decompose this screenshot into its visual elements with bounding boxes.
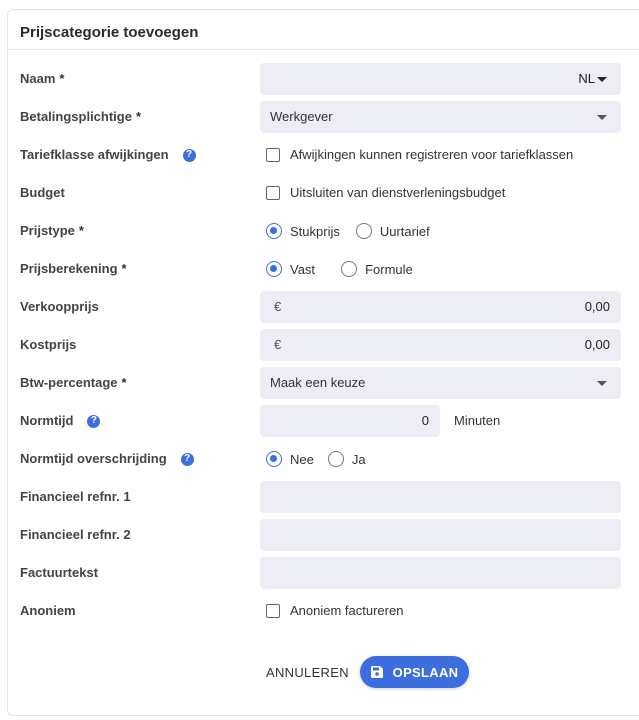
normtijd-label: Normtijd (20, 413, 74, 428)
tariefklasse-label: Tariefklasse afwijkingen (20, 147, 169, 162)
required-mark: * (78, 223, 84, 238)
row-overschrijding (8, 443, 639, 475)
btw-label: Btw-percentage (20, 375, 118, 390)
row-tariefklasse (8, 139, 639, 171)
radio-button-selected[interactable] (266, 451, 282, 467)
radio-vast[interactable] (266, 261, 315, 277)
betalingsplichtige-value: Werkgever (270, 109, 333, 124)
euro-icon: € (274, 337, 282, 352)
radio-button-selected[interactable] (266, 223, 282, 239)
anoniem-label: Anoniem (20, 603, 76, 618)
anoniem-checkbox-label[interactable]: Anoniem factureren (290, 603, 404, 618)
page-title: Prijscategorie toevoegen (8, 10, 639, 50)
row-prijstype (8, 215, 639, 247)
floppy-disk-icon (371, 666, 383, 678)
help-icon[interactable]: ? (183, 149, 196, 162)
prijstype-label: Prijstype (20, 223, 75, 238)
kostprijs-label: Kostprijs (20, 337, 77, 352)
factuurtekst-input[interactable] (260, 557, 621, 589)
prijsberekening-label: Prijsberekening (20, 261, 118, 276)
budget-checkbox-group[interactable] (266, 185, 505, 200)
row-refnr2 (8, 519, 639, 551)
budget-checkbox[interactable] (266, 186, 280, 200)
required-mark: * (59, 71, 65, 86)
row-normtijd (8, 405, 639, 437)
kostprijs-input[interactable] (260, 329, 621, 361)
verkoopprijs-label: Verkoopprijs (20, 299, 99, 314)
row-verkoopprijs (8, 291, 639, 323)
normtijd-unit: Minuten (454, 413, 501, 428)
required-mark: * (121, 261, 127, 276)
radio-label[interactable]: Stukprijs (290, 223, 340, 239)
cancel-button[interactable]: ANNULEREN (266, 665, 349, 680)
normtijd-value: 0 (421, 413, 429, 428)
kostprijs-value: 0,00 (584, 337, 610, 352)
radio-uurtarief[interactable] (356, 223, 430, 239)
row-anoniem (8, 595, 639, 627)
betalingsplichtige-select[interactable] (260, 101, 621, 133)
row-naam (8, 63, 639, 95)
radio-button-selected[interactable] (266, 261, 282, 277)
anoniem-checkbox[interactable] (266, 604, 280, 618)
radio-button[interactable] (328, 451, 344, 467)
required-mark: * (135, 109, 142, 124)
radio-button[interactable] (341, 261, 357, 277)
chevron-down-icon (597, 381, 607, 386)
overschrijding-radio-group (266, 451, 382, 467)
radio-stukprijs[interactable] (266, 223, 340, 239)
euro-icon: € (274, 299, 282, 314)
normtijd-input[interactable] (260, 405, 440, 437)
tariefklasse-checkbox-group[interactable] (266, 147, 573, 162)
verkoopprijs-input[interactable] (260, 291, 621, 323)
required-mark: * (121, 375, 127, 390)
chevron-down-icon[interactable] (597, 77, 607, 82)
save-button-label[interactable]: OPSLAAN (392, 664, 459, 680)
radio-label[interactable]: Vast (290, 261, 316, 277)
verkoopprijs-value: 0,00 (584, 299, 610, 314)
anoniem-checkbox-group[interactable] (266, 603, 403, 618)
budget-checkbox-label[interactable]: Uitsluiten van dienstverleningsbudget (290, 185, 506, 200)
save-button[interactable] (360, 656, 469, 688)
budget-label: Budget (20, 185, 65, 200)
row-kostprijs (8, 329, 639, 361)
radio-label[interactable]: Formule (365, 261, 413, 277)
tariefklasse-checkbox-label[interactable]: Afwijkingen kunnen registreren voor tariefklassen (290, 147, 574, 162)
tariefklasse-checkbox[interactable] (266, 148, 280, 162)
row-budget (8, 177, 639, 209)
btw-value: Maak een keuze (270, 375, 366, 390)
radio-label[interactable]: Uurtarief (379, 223, 430, 239)
row-betalingsplichtige (8, 101, 639, 133)
help-icon[interactable]: ? (87, 415, 100, 428)
overschrijding-label: Normtijd overschrijding (20, 451, 167, 466)
prijstype-radio-group (266, 223, 446, 239)
naam-label: Naam (20, 71, 56, 86)
language-selector[interactable]: NL (578, 71, 595, 86)
chevron-down-icon (597, 115, 607, 120)
radio-ja[interactable] (328, 451, 366, 467)
betalingsplichtige-label: Betalingsplichtige (20, 109, 132, 124)
row-prijsberekening (8, 253, 639, 285)
refnr1-input[interactable] (260, 481, 621, 513)
factuurtekst-label: Factuurtekst (20, 565, 99, 580)
refnr2-label: Financieel refnr. 2 (20, 527, 131, 542)
radio-nee[interactable] (266, 451, 314, 467)
row-refnr1 (8, 481, 639, 513)
refnr2-input[interactable] (260, 519, 621, 551)
prijsberekening-radio-group (266, 261, 429, 277)
radio-button[interactable] (356, 223, 372, 239)
btw-select[interactable] (260, 367, 621, 399)
add-price-category-card (7, 9, 639, 716)
row-factuurtekst (8, 557, 639, 589)
naam-input[interactable] (260, 63, 621, 95)
radio-label[interactable]: Ja (351, 451, 366, 467)
help-icon[interactable]: ? (181, 453, 194, 466)
row-btw (8, 367, 639, 399)
refnr1-label: Financieel refnr. 1 (20, 489, 131, 504)
radio-label[interactable]: Nee (290, 451, 314, 467)
form-actions (8, 656, 639, 690)
radio-formule[interactable] (341, 261, 413, 277)
